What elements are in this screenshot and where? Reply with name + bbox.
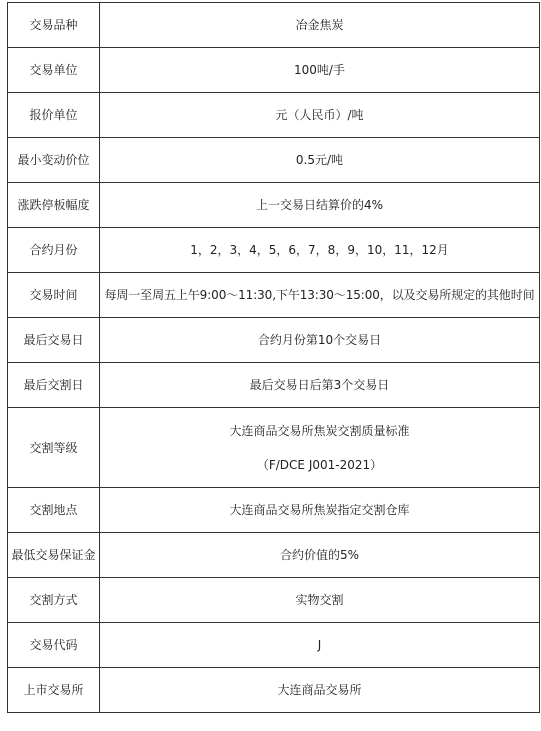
row-value: 合约月份第10个交易日 xyxy=(100,318,540,363)
row-value: 实物交割 xyxy=(100,578,540,623)
table-row-contract-months xyxy=(8,228,540,273)
row-value: 最后交易日后第3个交易日 xyxy=(100,363,540,408)
row-value: 1，2，3，4，5，6，7，8，9，10，11，12月 xyxy=(100,228,540,273)
table-row-min-margin xyxy=(8,533,540,578)
delivery-grade-code: （F/DCE J001-2021） xyxy=(256,457,383,472)
row-label: 交割等级 xyxy=(8,408,100,488)
row-label: 合约月份 xyxy=(8,228,100,273)
table-row-delivery-method xyxy=(8,578,540,623)
row-label: 交易品种 xyxy=(8,3,100,48)
table-row-last-trading-day xyxy=(8,318,540,363)
row-value: 每周一至周五上午9:00～11:30,下午13:30～15:00，以及交易所规定的其他时间 xyxy=(100,273,540,318)
table-row-ticker-code xyxy=(8,623,540,668)
row-value: 100吨/手 xyxy=(100,48,540,93)
contract-spec-table xyxy=(7,2,540,713)
table-row-price-limit xyxy=(8,183,540,228)
table-row-delivery-location xyxy=(8,488,540,533)
row-label: 最小变动价位 xyxy=(8,138,100,183)
row-label: 最低交易保证金 xyxy=(8,533,100,578)
row-label: 交易代码 xyxy=(8,623,100,668)
table-row-trading-unit xyxy=(8,48,540,93)
row-value: 大连商品交易所 xyxy=(100,668,540,713)
row-value xyxy=(100,408,540,488)
row-label: 上市交易所 xyxy=(8,668,100,713)
row-value: 上一交易日结算价的4% xyxy=(100,183,540,228)
row-value: J xyxy=(100,623,540,668)
row-value: 大连商品交易所焦炭指定交割仓库 xyxy=(100,488,540,533)
table-row-trading-hours xyxy=(8,273,540,318)
table-row-delivery-grade xyxy=(8,408,540,488)
delivery-grade-standard: 大连商品交易所焦炭交割质量标准 xyxy=(229,423,410,438)
table-row-tick-size xyxy=(8,138,540,183)
row-value: 合约价值的5% xyxy=(100,533,540,578)
row-label: 报价单位 xyxy=(8,93,100,138)
row-value: 冶金焦炭 xyxy=(100,3,540,48)
row-label: 交易单位 xyxy=(8,48,100,93)
row-label: 涨跌停板幅度 xyxy=(8,183,100,228)
table-row-exchange xyxy=(8,668,540,713)
row-label: 交割地点 xyxy=(8,488,100,533)
table-row-last-delivery-day xyxy=(8,363,540,408)
row-label: 交割方式 xyxy=(8,578,100,623)
row-value: 元（人民币）/吨 xyxy=(100,93,540,138)
row-label: 最后交易日 xyxy=(8,318,100,363)
table-row-product xyxy=(8,3,540,48)
row-label: 交易时间 xyxy=(8,273,100,318)
row-value: 0.5元/吨 xyxy=(100,138,540,183)
row-label: 最后交割日 xyxy=(8,363,100,408)
table-row-quote-unit xyxy=(8,93,540,138)
